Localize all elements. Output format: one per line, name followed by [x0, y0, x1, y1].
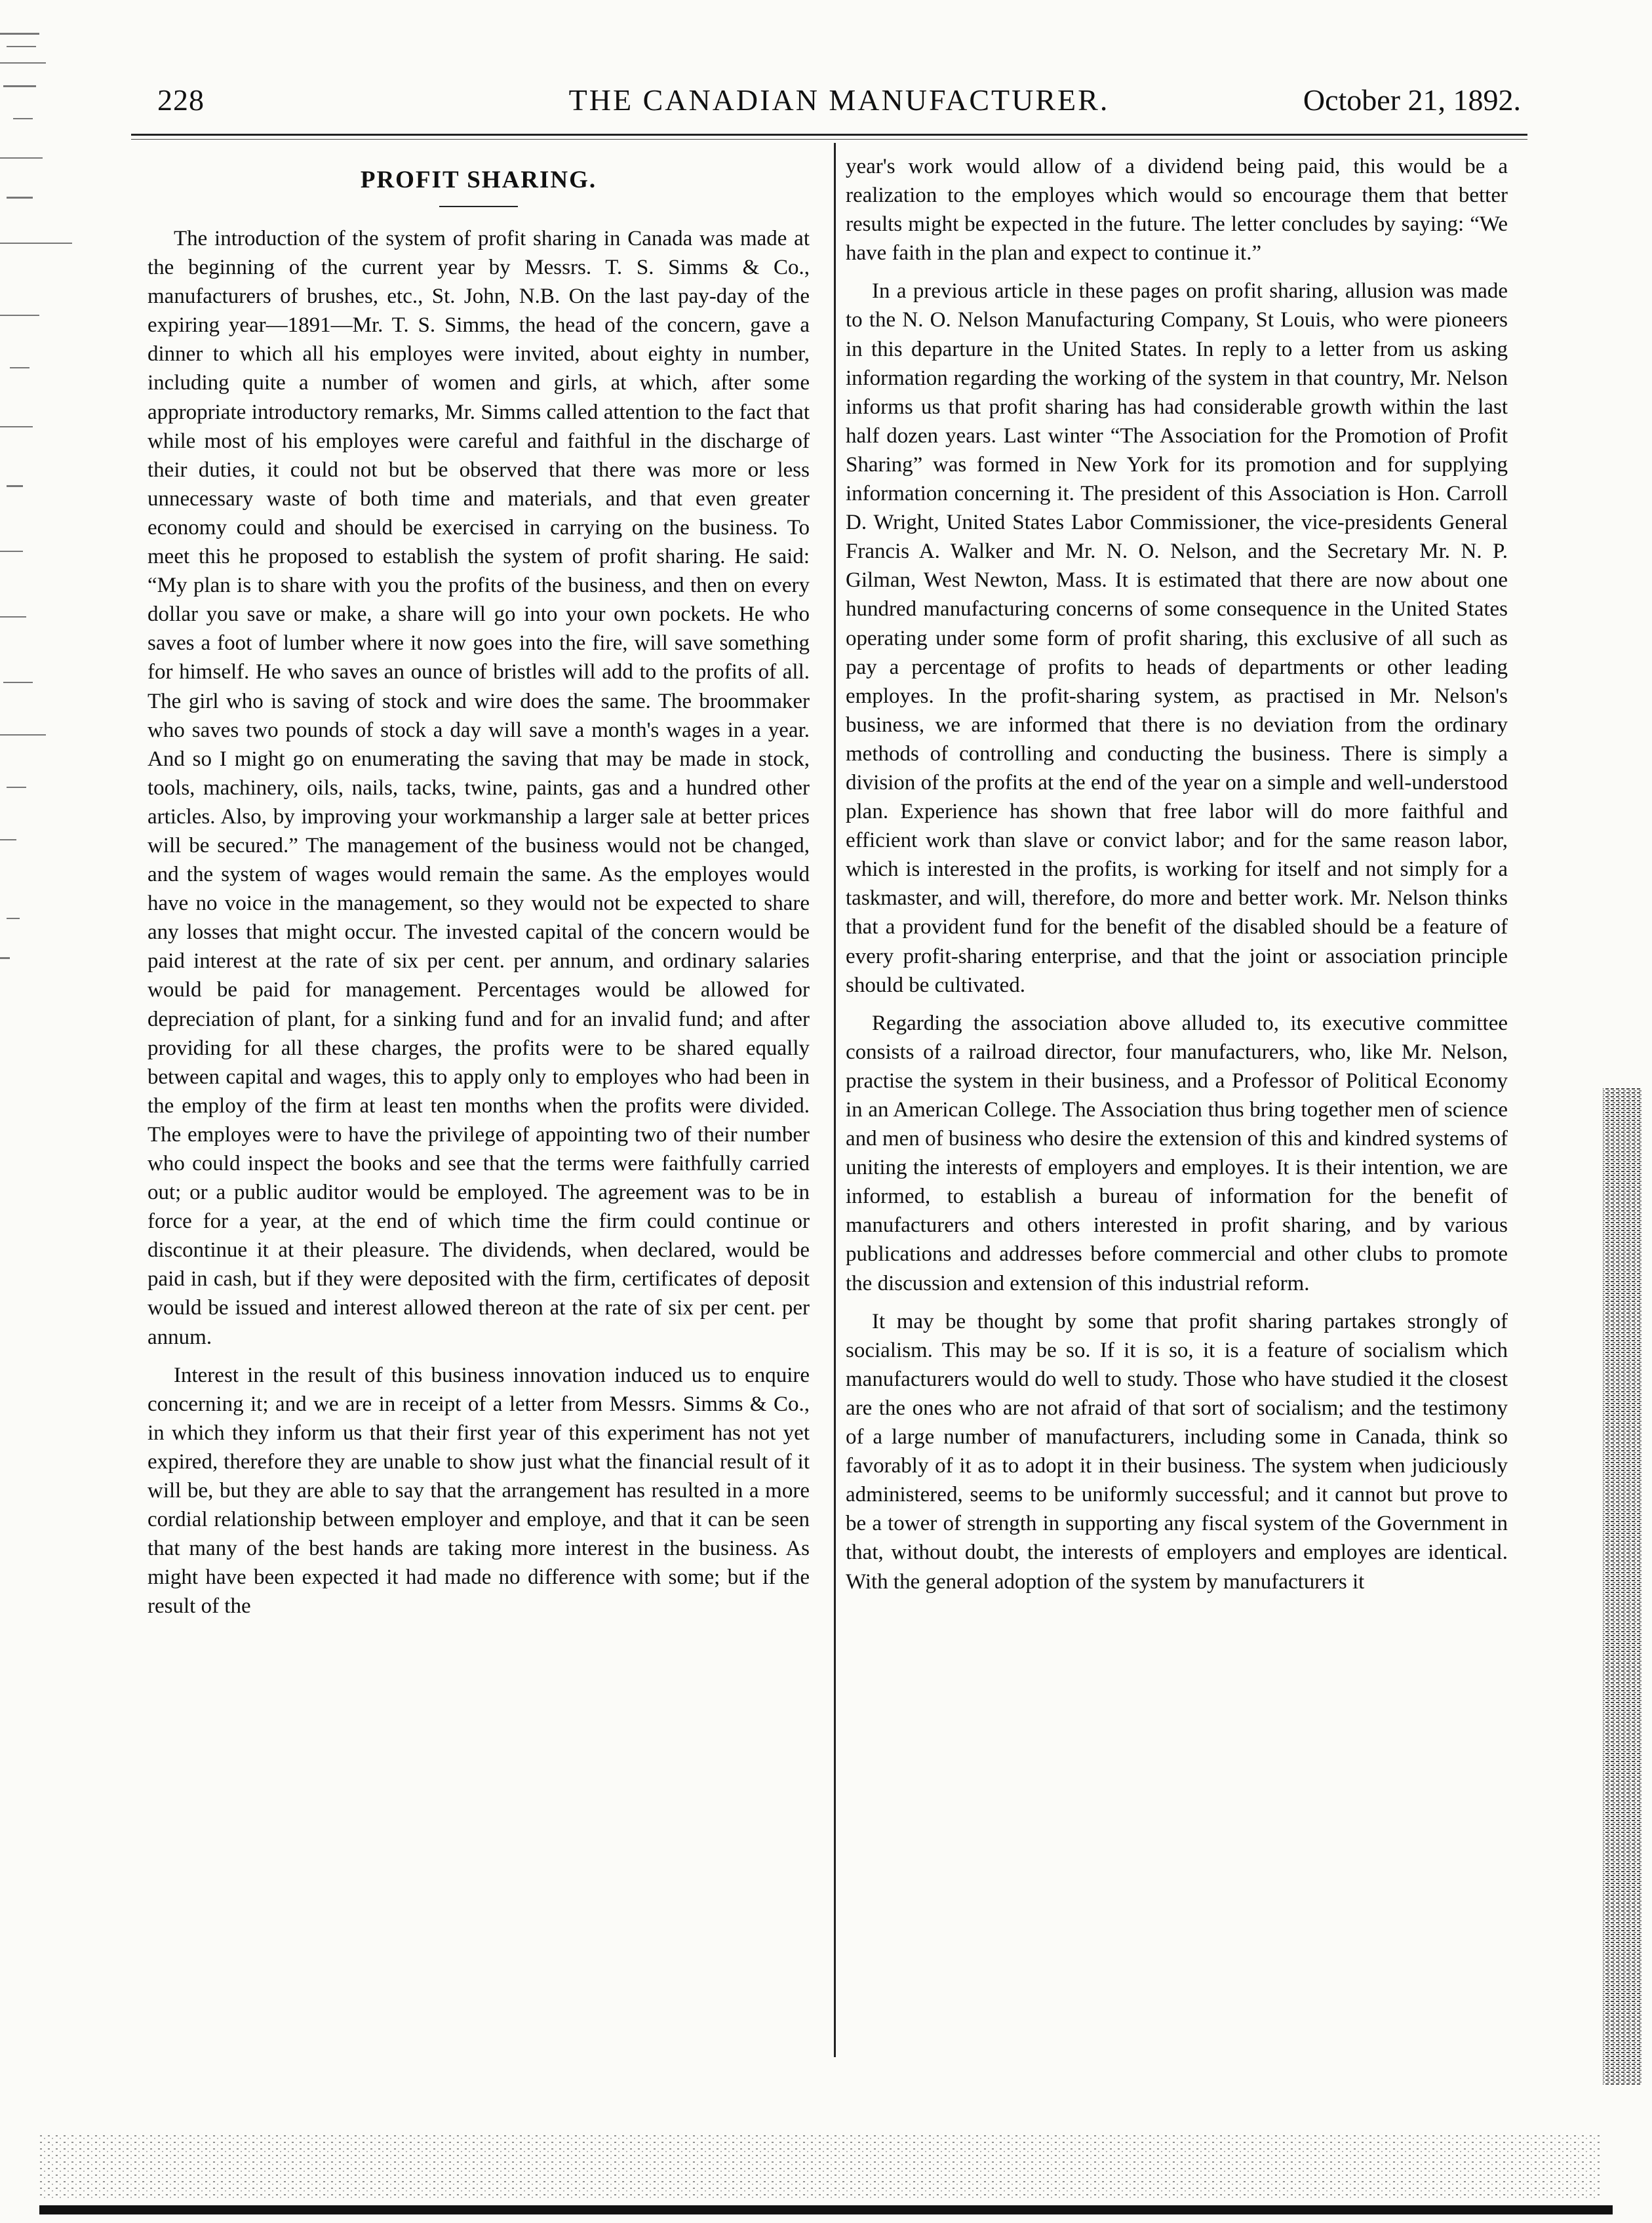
header-rule — [131, 134, 1527, 136]
publication-title: THE CANADIAN MANUFACTURER. — [568, 83, 1110, 117]
page-number: 228 — [157, 83, 205, 117]
scan-edge-noise-left — [0, 26, 79, 2124]
article-title: PROFIT SHARING. — [360, 167, 597, 193]
scan-edge-noise-right — [1590, 1088, 1645, 2085]
title-rule — [439, 206, 518, 207]
paragraph: Interest in the result of this business innovation induced us to enquire concerning it; and we are in receipt of a letter from Messrs. Simms & Co., in which they inform us that their first year of this experiment has not yet expired, therefore they are unable to show just what the financial result of it will be, but they are able to say that the arrangement has resulted in a more cordial relationship between employer and employe, and that it can be seen that many of the best hands are taking more interest in the business. As might have been expected it had made no difference with some; but if the result of the — [148, 1363, 810, 1619]
issue-date: October 21, 1892. — [1303, 83, 1521, 117]
scan-bottom-bar — [39, 2205, 1613, 2214]
column-divider — [834, 143, 836, 2057]
paragraph: Regarding the association above alluded to, its executive committee consists of a railroad director, four manufacturers, who, like Mr. Nelson, practise the system in their business, and a Professor of Political Economy in an American College. The Association thus bring together men of science and men of business who desire the extension of this and kindred systems of uniting the interests of employers and employes. It is their intention, we are informed, to establish a bureau of information for the benefit of manufacturers and others interested in profit sharing, and by various publications and addresses before commercial and other clubs to promote the discussion and extension of this industrial reform. — [846, 1011, 1508, 1295]
left-column — [148, 164, 810, 1630]
header-rule-thin — [131, 139, 1527, 140]
paragraph-continued: year's work would allow of a dividend being paid, this would be a realization to the employes which would so encourage them that better results might be expected in the future. The letter concludes by saying: “We have faith in the plan and expect to continue it.” — [846, 155, 1508, 266]
paragraph: The introduction of the system of profit sharing in Canada was made at the beginning of the current year by Messrs. T. S. Simms & Co., manufacturers of brushes, etc., St. John, N.B. On the last pay-day of the expiring year—1891—Mr. T. S. Simms, the head of the concern, gave a dinner to which all his employes were invited, about eighty in number, including quite a number of women and girls, at which, after some appropriate introductory remarks, Mr. Simms called attention to the fact that while most of his employes were careful and faithful in the discharge of their duties, it could not but be observed that there was more or less unnecessary waste of both time and materials, and that even greater economy could and should be exercised in carrying on the business. To meet this he proposed to establish the system of profit sharing. He said: “My plan is to share with you the profits of the business, and then on every dollar you save or make, a share will go into your own pockets. He who saves a foot of lumber where it now goes into the fire, will save something for himself. He who saves an ounce of bristles will add to the profits of all. The girl who is saving of stock and wire does the same. The broommaker who saves two pounds of stock a day will save a month's wages in a year. And so I might go on enumerating the saving that may be made in stock, tools, machinery, oils, nails, tacks, twine, paints, gas and a hundred other articles. Also, by improving your workmanship a larger sale at better prices will be secured.” The management of the business would not be changed, and the system of wages would remain the same. As the employes would have no voice in the management, so they would not be expected to share any losses that might occur. The invested capital of the concern would be paid interest at the rate of six per cent. per annum, and ordinary salaries would be paid for management. Percentages would be allowed for depreciation of plant, for a sinking fund and for an invalid fund; and after providing for all these charges, the profits were to be shared equally between capital and wages, this to apply only to employes who had been in the employ of the firm at least ten months when the profits were divided. The employes were to have the privilege of appointing two of their number who could inspect the books and see that the terms were faithfully carried out; or a public auditor would be employed. The agreement was to be in force for a year, at the end of which time the firm could continue or discontinue it at their pleasure. The dividends, when declared, would be paid in cash, but if they were deposited with the firm, certificates of deposit would be issued and interest allowed thereon at the rate of six per cent. per annum. — [148, 227, 810, 1349]
scan-bottom-noise — [39, 2121, 1600, 2199]
paragraph: In a previous article in these pages on profit sharing, allusion was made to the N. O. Nelson Manufacturing Company, St Louis, who were pioneers in this departure in the United States. In reply to a letter from us asking information regarding the working of the system in that country, Mr. Nelson informs us that profit sharing has had considerable growth within the last half dozen years. Last winter “The Association for the Promotion of Profit Sharing” was formed in New York for its promotion and for supplying information concerning it. The president of this Association is Hon. Carroll D. Wright, United States Labor Commissioner, the vice-presidents General Francis A. Walker and Mr. N. O. Nelson, and the Secretary Mr. N. P. Gilman, West Newton, Mass. It is estimated that there are now about one hundred manufacturing concerns of some consequence in the United States operating under some form of profit sharing, this exclusive of all such as pay a percentage of profits to heads of departments or other leading employes. In the profit-sharing system, as practised in Mr. Nelson's business, we are informed that there is no deviation from the ordinary methods of controlling and conducting the business. There is simply a division of the profits at the end of the year on a simple and well-understood plan. Experience has shown that free labor will do more faithful and efficient work than slave or convict labor; and for the same reason labor, which is interested in the profits, is working for itself and not simply for a taskmaster, and will, therefore, do more and better work. Mr. Nelson thinks that a provident fund for the benefit of the disabled should be a feature of every profit-sharing enterprise, and that the joint or association principle should be cultivated. — [846, 279, 1508, 997]
right-column — [846, 152, 1508, 1605]
page-header — [157, 77, 1521, 123]
paragraph: It may be thought by some that profit sharing partakes strongly of socialism. This may be so. If it is so, it is a feature of socialism which manufacturers would do well to study. Those who have studied it the closest are the ones who are not afraid of that sort of socialism; and the testimony of a large number of manufacturers, including some in Canada, think so favorably of it as to adopt it in their business. The system when judiciously administered, seems to be uniformly successful; and it cannot but prove to be a tower of strength in supporting any fiscal system of the Government in that, without doubt, the interests of employers and employes are identical. With the general adoption of the system by manufacturers it — [846, 1309, 1508, 1594]
